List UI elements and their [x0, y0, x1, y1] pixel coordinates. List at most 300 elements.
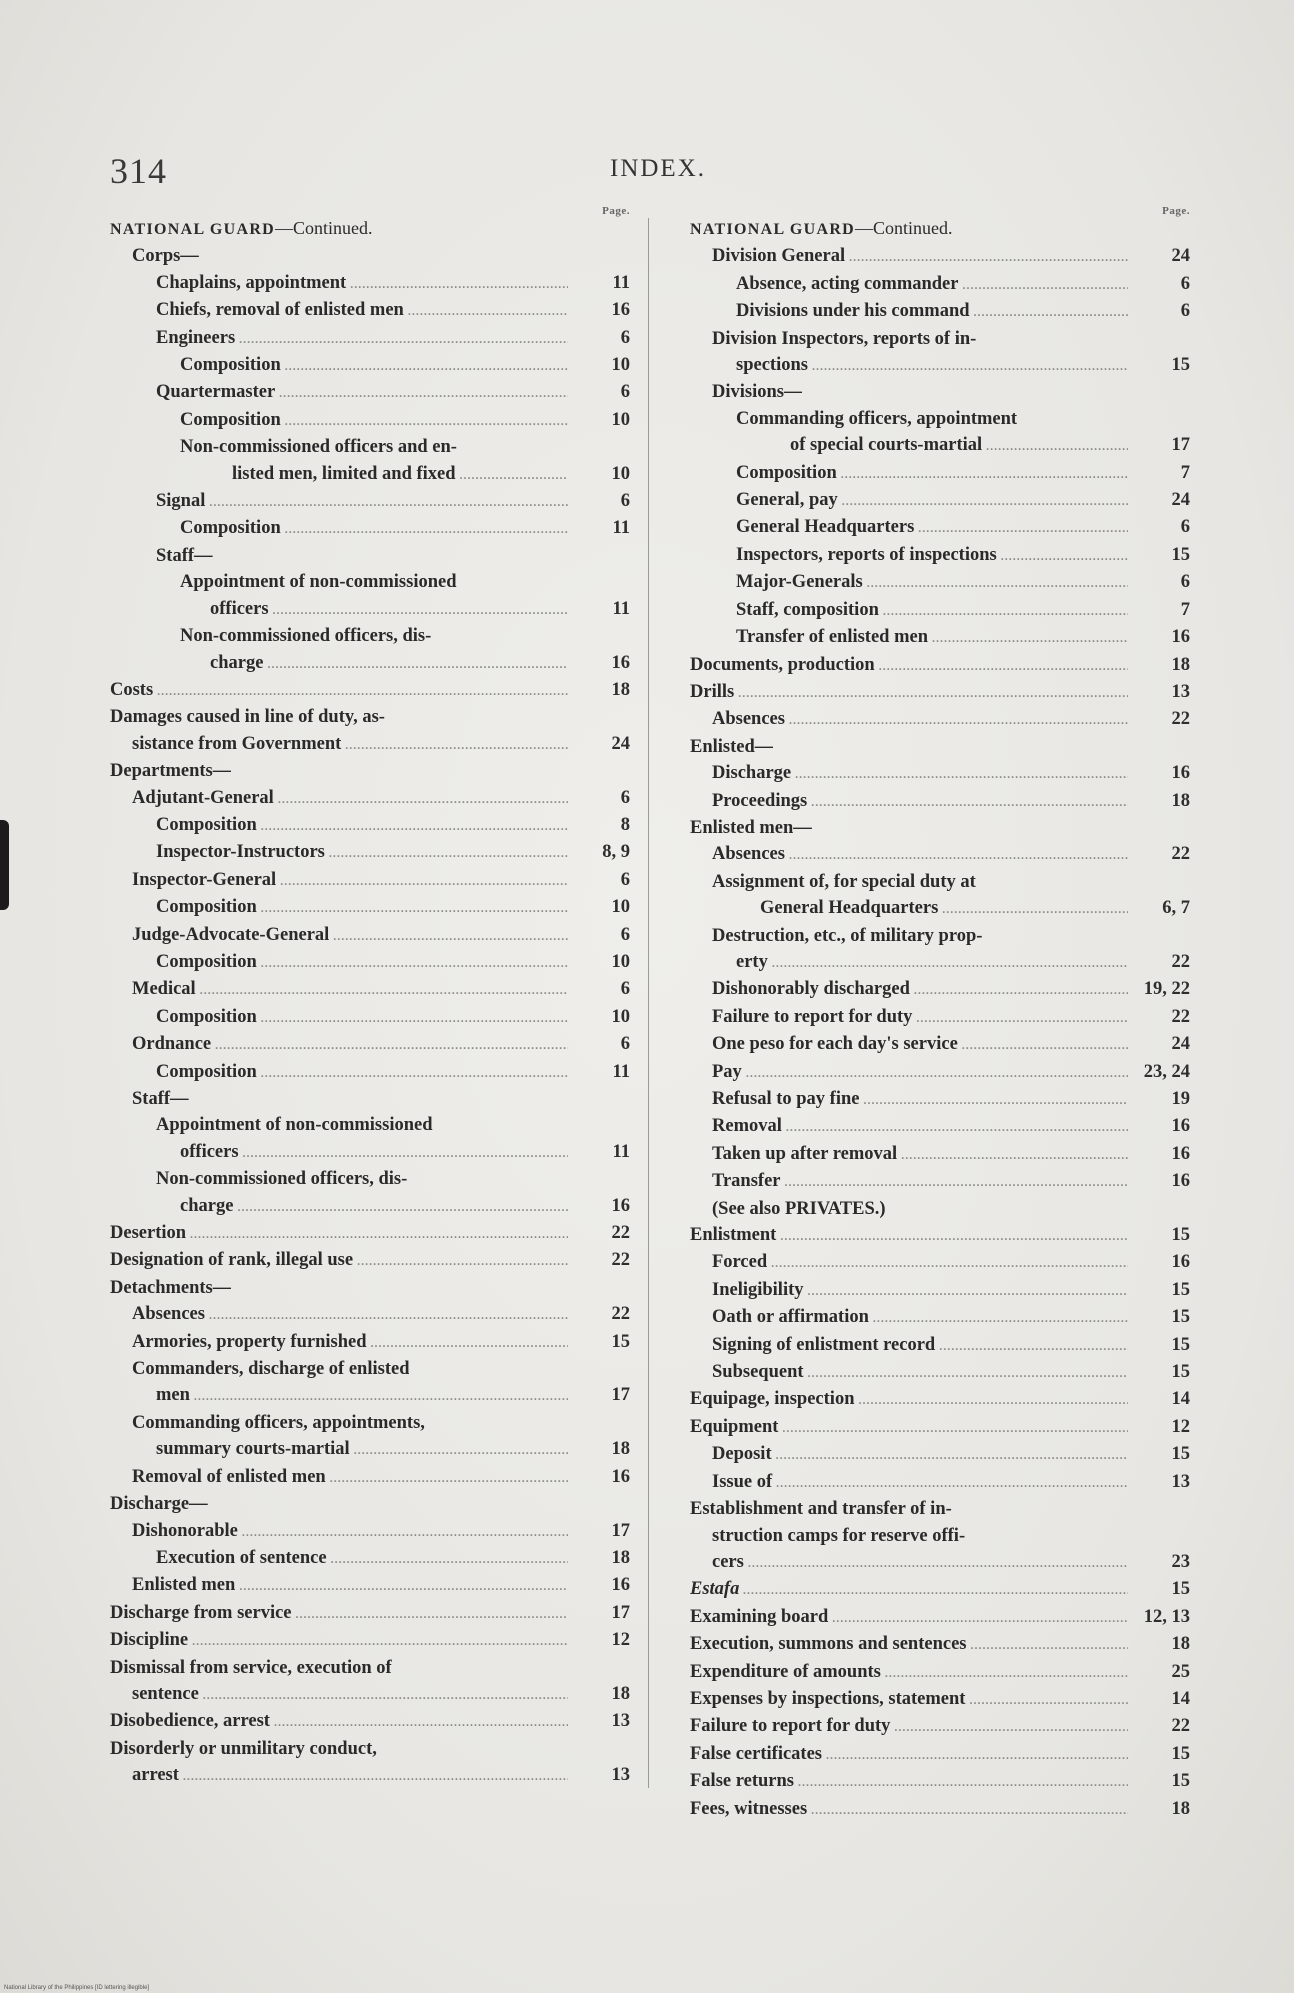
index-entry: [110, 949, 630, 976]
index-entry: [690, 597, 1190, 624]
index-entry-text: Expenditure of amounts .....: [690, 1659, 1128, 1686]
index-entry: [110, 894, 630, 921]
index-entry-text: [110, 215, 373, 243]
index-entry-text: Armories, property furnished .....: [132, 1329, 568, 1356]
index-entry-text: Examining board .....: [690, 1604, 1128, 1631]
index-entry: [110, 704, 630, 730]
index-entry-text: Discharge from service .....: [110, 1600, 568, 1627]
index-column-left: [110, 205, 630, 1790]
index-entry-text: arrest .....: [132, 1762, 568, 1789]
page-reference: 10: [611, 355, 630, 376]
page-reference: 19: [1171, 1089, 1190, 1109]
index-entry: [110, 569, 630, 595]
page-reference: 22: [1171, 1716, 1190, 1737]
index-entry-text: cers .....: [712, 1549, 1128, 1576]
index-entry: [690, 1277, 1190, 1304]
page-reference: 11: [612, 1061, 630, 1082]
index-entry-text: Issue of .....: [712, 1469, 1128, 1496]
page-reference: 15: [1171, 1307, 1190, 1328]
page-reference: 17: [611, 1385, 630, 1406]
index-entry: [110, 1086, 630, 1112]
index-entry: [110, 1464, 630, 1491]
page-reference: 12: [611, 1630, 630, 1651]
index-entry: [690, 869, 1190, 895]
index-entry: [110, 1004, 630, 1031]
page-reference: 12: [1171, 1416, 1190, 1437]
page-reference: 6: [620, 327, 630, 348]
index-entry-text: Composition .....: [156, 894, 568, 921]
index-entry: [690, 1359, 1190, 1386]
index-entry-text: Discharge .....: [712, 760, 1128, 787]
index-entry: [110, 1518, 630, 1545]
index-entry: [690, 1386, 1190, 1413]
page-reference: 8, 9: [602, 842, 630, 863]
index-entry-text: Absences .....: [712, 841, 1128, 868]
index-entry-text: Adjutant-General .....: [132, 785, 568, 812]
index-entry: [690, 432, 1190, 459]
index-entry: [690, 215, 1190, 243]
index-entry: [690, 1222, 1190, 1249]
page-reference: 13: [1171, 1471, 1190, 1492]
index-entry-text: Dishonorable .....: [132, 1518, 568, 1545]
page-reference: 6: [620, 979, 630, 1000]
index-entry-text: Discharge—: [110, 1494, 208, 1515]
section-heading: NATIONAL GUARD: [690, 221, 856, 238]
index-entry: [690, 815, 1190, 841]
index-entry: [690, 379, 1190, 405]
index-entry: [110, 1301, 630, 1328]
index-entry-text: Non-commissioned officers and en-: [180, 437, 457, 458]
index-entry: [110, 758, 630, 784]
page-reference: 16: [1171, 627, 1190, 648]
page-column-header: Page.: [602, 205, 630, 217]
index-entry-text: Disorderly or unmilitary conduct,: [110, 1738, 377, 1759]
index-entry-text: Divisions under his command .....: [736, 298, 1128, 325]
index-entry-text: Corps—: [132, 246, 199, 267]
page-reference: 10: [611, 897, 630, 918]
index-entry-text: sentence .....: [132, 1681, 568, 1708]
page-reference: 15: [1171, 1334, 1190, 1355]
index-entry-text: Signal .....: [156, 488, 568, 515]
index-entry-text: Equipment .....: [690, 1414, 1128, 1441]
page-column-header: Page.: [1162, 205, 1190, 217]
index-entry: [690, 1768, 1190, 1795]
index-entry: [690, 569, 1190, 596]
index-column-right: [690, 205, 1190, 1823]
index-entry: [690, 624, 1190, 651]
index-entry: [110, 1193, 630, 1220]
page-reference: 17: [1171, 435, 1190, 456]
index-entry-text: Expenses by inspections, statement .....: [690, 1686, 1128, 1713]
page-reference: 10: [611, 951, 630, 972]
index-entry: [110, 515, 630, 542]
page-reference: 6: [1180, 572, 1190, 593]
index-entry: [690, 487, 1190, 514]
page-reference: 22: [611, 1250, 630, 1271]
index-entry-text: Absence, acting commander .....: [736, 271, 1128, 298]
index-entry-text: Refusal to pay fine .....: [712, 1086, 1128, 1113]
index-entry: [110, 488, 630, 515]
index-entry: [110, 543, 630, 569]
index-entry-text: Engineers .....: [156, 325, 568, 352]
index-entry-text: Transfer of enlisted men .....: [736, 624, 1128, 651]
index-entry: [690, 734, 1190, 760]
index-entry: [110, 1112, 630, 1138]
page-reference: 14: [1171, 1389, 1190, 1410]
page-reference: 18: [611, 1439, 630, 1460]
index-entry: [110, 297, 630, 324]
page-reference: 15: [1171, 1362, 1190, 1383]
index-entry: [690, 923, 1190, 949]
index-entry-text: Forced .....: [712, 1249, 1128, 1276]
index-entry-text: Division General .....: [712, 243, 1128, 270]
page-reference: 22: [611, 1223, 630, 1244]
index-entry-text: General, pay .....: [736, 487, 1128, 514]
index-entry: [110, 976, 630, 1003]
index-entry: [690, 1196, 1190, 1222]
index-entry-text: Commanders, discharge of enlisted: [132, 1359, 410, 1380]
index-entry: [110, 1491, 630, 1517]
page-reference: 6: [620, 382, 630, 403]
column-divider: [648, 218, 649, 1788]
index-entry: [110, 243, 630, 269]
index-entry-text: listed men, limited and fixed .....: [232, 461, 568, 488]
index-entry-text: Composition .....: [156, 949, 568, 976]
index-entry: [110, 379, 630, 406]
index-entry: [690, 1441, 1190, 1468]
page-reference: 18: [611, 679, 630, 700]
index-entry-text: Appointment of non-commissioned: [180, 572, 457, 593]
index-entry: [110, 596, 630, 623]
index-entry-text: Detachments—: [110, 1277, 232, 1298]
index-entry-text: Removal .....: [712, 1113, 1128, 1140]
page-reference: 16: [1171, 763, 1190, 784]
index-entry: [690, 326, 1190, 352]
page-reference: 10: [611, 409, 630, 430]
index-entry-text: Dismissal from service, execution of: [110, 1657, 392, 1678]
page-reference: 11: [612, 518, 630, 539]
page-reference: 18: [1171, 1798, 1190, 1819]
continued-label: —Continued.: [275, 218, 373, 238]
index-entry: [110, 270, 630, 297]
index-entry-text: men .....: [156, 1382, 568, 1409]
index-entry-text: Pay .....: [712, 1059, 1128, 1086]
page-reference: 18: [1171, 1634, 1190, 1655]
index-entry-text: General Headquarters .....: [760, 895, 1128, 922]
index-entry: [110, 1436, 630, 1463]
index-entry-text: Equipage, inspection .....: [690, 1386, 1128, 1413]
index-entry-text: Major-Generals .....: [736, 569, 1128, 596]
page-reference: 11: [612, 272, 630, 293]
footer-credit: National Library of the Philippines [ID lettering illegible]: [4, 1985, 150, 1991]
index-entry-text: officers .....: [180, 1139, 568, 1166]
index-entry: [690, 1604, 1190, 1631]
index-entry-text: Medical .....: [132, 976, 568, 1003]
index-entry: [690, 1659, 1190, 1686]
index-entry-text: charge .....: [210, 650, 568, 677]
index-entry: [690, 271, 1190, 298]
index-entry-text: Failure to report for duty .....: [712, 1004, 1128, 1031]
index-entry: [110, 1410, 630, 1436]
page-reference: 17: [611, 1602, 630, 1623]
index-entry: [690, 1576, 1190, 1603]
index-entry: [690, 1414, 1190, 1441]
index-entry-text: Removal of enlisted men .....: [132, 1464, 568, 1491]
index-entry-text: Enlisted men—: [690, 817, 812, 838]
page-reference: 15: [1171, 355, 1190, 376]
index-entry-text: Ineligibility .....: [712, 1277, 1128, 1304]
index-entry: [690, 298, 1190, 325]
index-entry: [110, 215, 630, 243]
index-entry: [110, 1166, 630, 1192]
index-entry-text: Composition .....: [156, 1004, 568, 1031]
page-reference: 6: [620, 491, 630, 512]
index-entry-text: summary courts-martial .....: [156, 1436, 568, 1463]
index-entry-text: Composition .....: [180, 407, 568, 434]
page-reference: 22: [1171, 844, 1190, 865]
index-entry-text: Composition .....: [736, 460, 1128, 487]
index-entry-text: Appointment of non-commissioned: [156, 1115, 433, 1136]
index-entry-text: Signing of enlistment record .....: [712, 1332, 1128, 1359]
index-entry: [690, 460, 1190, 487]
page-reference: 7: [1180, 462, 1190, 483]
index-entry-text: Documents, production .....: [690, 652, 1128, 679]
page-reference: 16: [611, 1575, 630, 1596]
index-entry-text: False certificates .....: [690, 1741, 1128, 1768]
index-entry: [690, 1523, 1190, 1549]
index-entry-text: Judge-Advocate-General .....: [132, 922, 568, 949]
index-entry-text: Enlisted—: [690, 736, 774, 757]
index-entry: [690, 542, 1190, 569]
page-reference: 13: [1171, 681, 1190, 702]
index-entry-text: One peso for each day's service .....: [712, 1031, 1128, 1058]
index-entry-text: erty .....: [736, 949, 1128, 976]
index-entry-text: Deposit .....: [712, 1441, 1128, 1468]
index-entry: [690, 760, 1190, 787]
page-reference: 16: [1171, 1116, 1190, 1137]
page-reference: 15: [1171, 1279, 1190, 1300]
page-reference: 24: [1171, 1034, 1190, 1055]
index-entry: [690, 243, 1190, 270]
index-entry: [110, 1600, 630, 1627]
page-reference: 25: [1171, 1661, 1190, 1682]
page-reference: 17: [611, 1520, 630, 1541]
index-entry: [690, 1031, 1190, 1058]
page-reference: 15: [1171, 1444, 1190, 1465]
index-entry: [110, 812, 630, 839]
index-entry-text: of special courts-martial .....: [790, 432, 1128, 459]
index-entry-text: Proceedings .....: [712, 788, 1128, 815]
index-entry: [110, 1627, 630, 1654]
index-entry-text: Oath or affirmation .....: [712, 1304, 1128, 1331]
index-entry: [110, 867, 630, 894]
index-entry: [110, 1736, 630, 1762]
index-entry-text: Enlisted men .....: [132, 1572, 568, 1599]
index-entry: [110, 1708, 630, 1735]
index-entry: [690, 1059, 1190, 1086]
continued-label: —Continued.: [855, 218, 953, 238]
index-entry: [110, 1572, 630, 1599]
index-entry: [110, 1356, 630, 1382]
page-reference: 10: [611, 463, 630, 484]
index-entry: [690, 1713, 1190, 1740]
index-entry-text: Taken up after removal .....: [712, 1141, 1128, 1168]
index-entry-text: General Headquarters .....: [736, 514, 1128, 541]
index-entry-text: Dishonorably discharged .....: [712, 976, 1128, 1003]
page-reference: 24: [1171, 490, 1190, 511]
index-entry-text: Quartermaster .....: [156, 379, 568, 406]
index-entry-text: Designation of rank, illegal use .....: [110, 1247, 568, 1274]
index-entry: [690, 1004, 1190, 1031]
index-entry-text: Composition .....: [180, 352, 568, 379]
page-reference: 14: [1171, 1688, 1190, 1709]
index-entry: [690, 1496, 1190, 1522]
page-reference: 6: [1180, 301, 1190, 322]
index-entry-text: Drills .....: [690, 679, 1128, 706]
page-reference: 16: [1171, 1171, 1190, 1192]
index-entry: [110, 1139, 630, 1166]
index-entry-text: Composition .....: [180, 515, 568, 542]
index-entry: [110, 1059, 630, 1086]
index-entry-text: Staff, composition .....: [736, 597, 1128, 624]
index-entry-text: Desertion .....: [110, 1220, 568, 1247]
index-entry: [690, 841, 1190, 868]
index-entry-text: Inspector-General .....: [132, 867, 568, 894]
index-entry: [690, 514, 1190, 541]
page-number: 314: [110, 151, 167, 191]
page-reference: 18: [1171, 790, 1190, 811]
index-entry-text: Inspectors, reports of inspections .....: [736, 542, 1128, 569]
index-entry: [690, 652, 1190, 679]
page-reference: 10: [611, 1006, 630, 1027]
page-reference: 16: [611, 1195, 630, 1216]
index-entry: [690, 1304, 1190, 1331]
index-entry: [110, 325, 630, 352]
page-reference: 16: [611, 1466, 630, 1487]
index-entry-text: Discipline .....: [110, 1627, 568, 1654]
index-entry: [110, 785, 630, 812]
page-reference: 16: [1171, 1143, 1190, 1164]
index-entry: [690, 895, 1190, 922]
index-entry: [690, 976, 1190, 1003]
index-entry-text: Commanding officers, appointments,: [132, 1412, 425, 1433]
page-reference: 11: [612, 1141, 630, 1162]
index-entry-text: Staff—: [132, 1089, 189, 1109]
page-reference: 15: [611, 1331, 630, 1352]
index-entry-text: Chiefs, removal of enlisted men .....: [156, 297, 568, 324]
page-reference: 22: [611, 1304, 630, 1325]
binding-shadow: [0, 820, 9, 910]
index-entry-text: Division Inspectors, reports of in-: [712, 328, 977, 349]
index-entry-text: Enlistment .....: [690, 1222, 1128, 1249]
index-entry: [690, 1332, 1190, 1359]
index-entry: [690, 1141, 1190, 1168]
index-entry: [110, 1655, 630, 1681]
page-reference: 6: [620, 869, 630, 890]
index-entry-text: Transfer .....: [712, 1168, 1128, 1195]
page-reference: 15: [1171, 544, 1190, 565]
index-entry-text: Divisions—: [712, 382, 803, 403]
index-entry: [110, 650, 630, 677]
index-entry: [690, 352, 1190, 379]
page-reference: 15: [1171, 1579, 1190, 1600]
index-entry: [690, 1168, 1190, 1195]
page-reference: 22: [1171, 1006, 1190, 1027]
index-entry-text: Execution of sentence .....: [156, 1545, 568, 1572]
index-entry: [110, 1382, 630, 1409]
index-entry: [110, 1275, 630, 1301]
index-entry: [110, 1220, 630, 1247]
index-entry-text: Estafa .....: [690, 1576, 1128, 1603]
index-entry: [110, 922, 630, 949]
index-entry: [110, 352, 630, 379]
index-entry: [690, 706, 1190, 733]
index-entry: [690, 1686, 1190, 1713]
page-reference: 8: [620, 814, 630, 835]
page-reference: 24: [611, 733, 630, 754]
index-entry-text: sistance from Government .....: [132, 731, 568, 758]
index-entry: [110, 407, 630, 434]
index-entry-text: Absences .....: [132, 1301, 568, 1328]
index-entry-text: Failure to report for duty .....: [690, 1713, 1128, 1740]
index-entry-text: False returns .....: [690, 1768, 1128, 1795]
index-entry: [690, 1796, 1190, 1823]
index-entry-text: Fees, witnesses .....: [690, 1796, 1128, 1823]
page-reference: 19, 22: [1143, 979, 1190, 1000]
page-reference: 13: [611, 1711, 630, 1732]
index-entry: [110, 1545, 630, 1572]
index-entry: [690, 1086, 1190, 1113]
index-entry-text: Inspector-Instructors .....: [156, 839, 568, 866]
index-entry-text: Non-commissioned officers, dis-: [156, 1169, 408, 1190]
index-entry-text: Non-commissioned officers, dis-: [180, 626, 432, 647]
page-reference: 23, 24: [1143, 1061, 1190, 1082]
index-entry-text: Absences .....: [712, 706, 1128, 733]
page-reference: 22: [1171, 709, 1190, 730]
index-entry-text: Ordnance .....: [132, 1031, 568, 1058]
index-entry: [110, 1031, 630, 1058]
page-reference: 13: [611, 1765, 630, 1786]
index-entry-text: (See also PRIVATES.): [712, 1198, 886, 1219]
page-reference: 6: [620, 787, 630, 808]
index-entry-text: Execution, summons and sentences .....: [690, 1631, 1128, 1658]
index-entry-text: Establishment and transfer of in-: [690, 1499, 952, 1520]
index-entry: [690, 788, 1190, 815]
section-heading: NATIONAL GUARD: [110, 221, 276, 238]
page-reference: 6: [620, 1034, 630, 1055]
page-reference: 24: [1171, 246, 1190, 267]
page-reference: 6: [1180, 273, 1190, 294]
index-entry-text: Staff—: [156, 545, 213, 566]
page-reference: 6: [620, 924, 630, 945]
page-reference: 11: [612, 598, 630, 619]
index-entry: [110, 461, 630, 488]
index-entry-text: officers .....: [210, 596, 568, 623]
page-reference: 6, 7: [1162, 898, 1190, 919]
page-reference: 15: [1171, 1743, 1190, 1764]
index-entry: [110, 434, 630, 460]
page-title: INDEX.: [610, 155, 707, 182]
page-reference: 15: [1171, 1771, 1190, 1792]
page-reference: 18: [611, 1547, 630, 1568]
page-reference: 7: [1180, 599, 1190, 620]
index-entry: [110, 1247, 630, 1274]
index-entry: [110, 1681, 630, 1708]
page-reference: 18: [611, 1683, 630, 1704]
index-entry: [110, 731, 630, 758]
index-entry: [690, 1469, 1190, 1496]
index-entry-text: Costs .....: [110, 677, 568, 704]
